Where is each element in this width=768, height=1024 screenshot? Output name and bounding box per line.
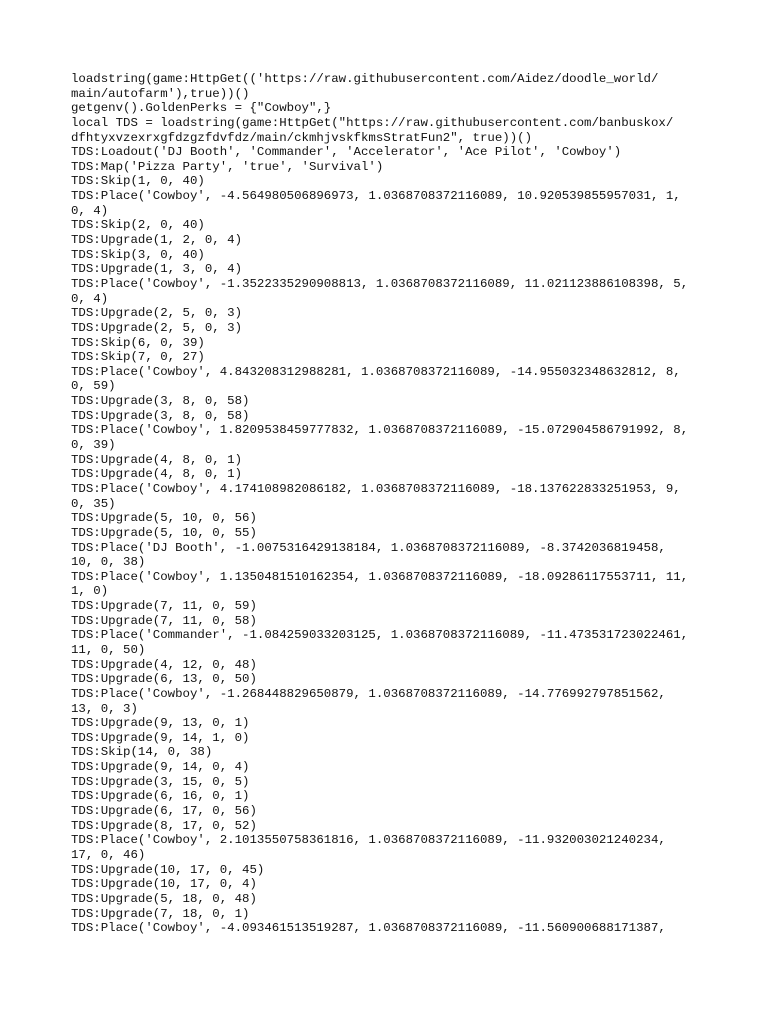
code-line: 0, 4)	[71, 203, 109, 218]
code-line: getgenv().GoldenPerks = {"Cowboy",}	[71, 101, 332, 116]
code-line: TDS:Place('Cowboy', -1.3522335290908813, 1.0368708372116089, 11.021123886108398, 5,	[71, 276, 689, 291]
code-line: TDS:Upgrade(5, 10, 0, 55)	[71, 525, 257, 540]
code-line: TDS:Place('Cowboy', 1.1350481510162354, 1.0368708372116089, -18.09286117553711, 11,	[71, 569, 689, 584]
code-line: TDS:Skip(14, 0, 38)	[71, 745, 213, 760]
code-line: TDS:Place('Commander', -1.084259033203125, 1.0368708372116089, -11.473531723022461,	[71, 628, 689, 643]
code-line: TDS:Place('Cowboy', -4.564980506896973, 1.0368708372116089, 10.920539855957031, 1,	[71, 189, 681, 204]
code-line: TDS:Place('Cowboy', 2.1013550758361816, 1.0368708372116089, -11.932003021240234,	[71, 833, 666, 848]
code-line: 1, 0)	[71, 584, 109, 599]
code-line: TDS:Upgrade(4, 12, 0, 48)	[71, 657, 257, 672]
code-line: TDS:Place('Cowboy', 1.8209538459777832, 1.0368708372116089, -15.072904586791992, 8,	[71, 423, 689, 438]
code-line: TDS:Upgrade(10, 17, 0, 45)	[71, 862, 265, 877]
code-line: TDS:Place('Cowboy', -4.093461513519287, 1.0368708372116089, -11.560900688171387,	[71, 921, 666, 936]
code-line: TDS:Upgrade(6, 13, 0, 50)	[71, 672, 257, 687]
code-line: TDS:Skip(3, 0, 40)	[71, 247, 205, 262]
code-block	[71, 72, 711, 936]
code-line: 0, 35)	[71, 496, 116, 511]
code-line: 13, 0, 3)	[71, 701, 138, 716]
code-line: 0, 4)	[71, 291, 109, 306]
code-line: TDS:Upgrade(2, 5, 0, 3)	[71, 320, 243, 335]
code-line: TDS:Upgrade(3, 8, 0, 58)	[71, 394, 250, 409]
code-line: TDS:Place('DJ Booth', -1.0075316429138184, 1.0368708372116089, -8.3742036819458,	[71, 540, 666, 555]
code-line: TDS:Upgrade(6, 17, 0, 56)	[71, 804, 257, 819]
code-line: 0, 39)	[71, 438, 116, 453]
code-line: TDS:Map('Pizza Party', 'true', 'Survival')	[71, 159, 384, 174]
code-line: TDS:Place('Cowboy', -1.268448829650879, 1.0368708372116089, -14.776992797851562,	[71, 686, 666, 701]
code-line: TDS:Upgrade(5, 10, 0, 56)	[71, 511, 257, 526]
code-line: 10, 0, 38)	[71, 555, 146, 570]
code-line: TDS:Upgrade(1, 2, 0, 4)	[71, 233, 243, 248]
code-line: TDS:Skip(7, 0, 27)	[71, 350, 205, 365]
code-line: TDS:Upgrade(9, 13, 0, 1)	[71, 716, 250, 731]
code-line: TDS:Place('Cowboy', 4.843208312988281, 1.0368708372116089, -14.955032348632812, 8,	[71, 364, 681, 379]
code-line: TDS:Skip(1, 0, 40)	[71, 174, 205, 189]
code-line: TDS:Upgrade(2, 5, 0, 3)	[71, 306, 243, 321]
code-line: loadstring(game:HttpGet(('https://raw.githubusercontent.com/Aidez/doodle_world/	[71, 72, 659, 86]
code-line: TDS:Skip(2, 0, 40)	[71, 218, 205, 233]
code-line: 0, 59)	[71, 379, 116, 394]
code-line: TDS:Upgrade(4, 8, 0, 1)	[71, 467, 243, 482]
code-line: TDS:Upgrade(8, 17, 0, 52)	[71, 818, 257, 833]
code-line: TDS:Upgrade(4, 8, 0, 1)	[71, 452, 243, 467]
code-line: TDS:Upgrade(1, 3, 0, 4)	[71, 262, 243, 277]
code-line: TDS:Upgrade(3, 15, 0, 5)	[71, 774, 250, 789]
code-line: local TDS = loadstring(game:HttpGet("https://raw.githubusercontent.com/banbuskox/	[71, 115, 674, 130]
code-line: TDS:Upgrade(9, 14, 1, 0)	[71, 730, 250, 745]
code-line: main/autofarm'),true))()	[71, 86, 250, 101]
code-line: TDS:Upgrade(6, 16, 0, 1)	[71, 789, 250, 804]
code-line: TDS:Skip(6, 0, 39)	[71, 335, 205, 350]
code-line: TDS:Loadout('DJ Booth', 'Commander', 'Accelerator', 'Ace Pilot', 'Cowboy')	[71, 145, 622, 160]
code-line: TDS:Upgrade(7, 18, 0, 1)	[71, 906, 250, 921]
code-line: dfhtyxvzexrxgfdzgzfdvfdz/main/ckmhjvskfkmsStratFun2", true))()	[71, 130, 533, 145]
code-line: TDS:Upgrade(7, 11, 0, 58)	[71, 613, 257, 628]
code-line: TDS:Upgrade(3, 8, 0, 58)	[71, 408, 250, 423]
code-line: TDS:Place('Cowboy', 4.174108982086182, 1.0368708372116089, -18.137622833251953, 9,	[71, 481, 681, 496]
code-line: TDS:Upgrade(5, 18, 0, 48)	[71, 891, 257, 906]
code-line: 11, 0, 50)	[71, 642, 146, 657]
code-line: TDS:Upgrade(7, 11, 0, 59)	[71, 599, 257, 614]
code-line: 17, 0, 46)	[71, 847, 146, 862]
code-line: TDS:Upgrade(10, 17, 0, 4)	[71, 877, 257, 892]
code-line: TDS:Upgrade(9, 14, 0, 4)	[71, 760, 250, 775]
